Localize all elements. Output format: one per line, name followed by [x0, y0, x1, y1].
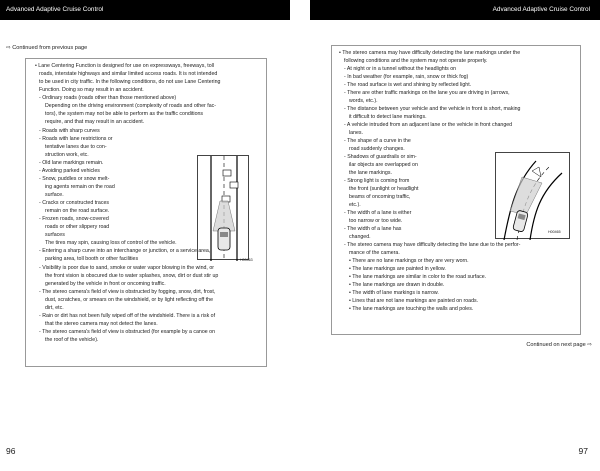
- right-line-1: • The stereo camera may have difficulty detecting the lane markings under the: [339, 50, 521, 56]
- right-line-8: - The distance between your vehicle and the vehicle in front is short, making: [344, 106, 521, 112]
- right-line-28: • The lane markings are painted in yellow.: [349, 266, 446, 272]
- right-line-22: too narrow or too wide.: [349, 218, 403, 224]
- left-line-6: Depending on the driving environment (complexity of roads and other fac-: [45, 103, 217, 109]
- right-line-5: - The road surface is wet and shining by reflected light.: [344, 82, 472, 88]
- right-line-14: - Shadows of guardrails or sim-: [344, 154, 417, 160]
- right-line-13: road suddenly changes.: [349, 146, 405, 152]
- curve-road-illustration: [496, 153, 571, 240]
- left-line-3: to be used in city traffic. In the following conditions, do not use Lane Centering: [39, 79, 221, 85]
- left-line-32: - Rain or dirt has not been fully wiped off of the windshield. There is a risk of: [39, 313, 216, 319]
- right-line-25: - The stereo camera may have difficulty detecting the lane due to the perfor-: [344, 242, 521, 248]
- continued-from-previous: ⇨ Continued from previous page: [6, 45, 88, 51]
- left-line-21: roads or other slippery road: [45, 224, 110, 230]
- continued-on-next-page: Continued on next page ⇨: [526, 342, 592, 348]
- right-line-33: • The lane markings are touching the walls and poles.: [349, 306, 474, 312]
- right-line-4: - In bad weather (for example, rain, snow or thick fog): [344, 74, 469, 80]
- right-line-15: ilar objects are overlapped on: [349, 162, 418, 168]
- right-line-29: • The lane markings are similar in color to the road surface.: [349, 274, 487, 280]
- left-line-12: struction work, etc.: [45, 152, 89, 158]
- left-line-2: roads, interstate highways and similar limited access roads. It is not intended: [39, 71, 218, 77]
- right-figure-label: H00465: [548, 230, 561, 234]
- left-line-19: remain on the road surface.: [45, 208, 110, 214]
- left-line-14: - Avoiding parked vehicles: [39, 168, 100, 174]
- left-figure-label: H00463: [240, 258, 253, 262]
- right-line-9: it difficult to detect lane markings.: [349, 114, 427, 120]
- left-line-5: - Ordinary roads (roads other than those mentioned above): [39, 95, 177, 101]
- left-line-25: parking area, toll booth or other facilities: [45, 256, 139, 262]
- right-line-2: following conditions and the system may not operate properly.: [344, 58, 488, 64]
- left-page-number: 96: [6, 446, 16, 456]
- right-line-23: - The width of a lane has: [344, 226, 402, 232]
- right-line-21: - The width of a lane is either: [344, 210, 412, 216]
- right-line-31: • The width of lane markings is narrow.: [349, 290, 439, 296]
- right-line-20: etc.).: [349, 202, 361, 208]
- left-line-30: dust, scratches, or smears on the windshield, or by light reflecting off the: [45, 297, 213, 303]
- right-line-18: the front (sunlight or headlight: [349, 186, 419, 192]
- left-line-29: - The stereo camera's field of view is obstructed by fogging, snow, dirt, frost,: [39, 289, 216, 295]
- right-line-16: the lane markings.: [349, 170, 392, 176]
- left-line-24: - Entering a sharp curve into an interchange or junction, or a service area,: [39, 248, 211, 254]
- right-line-10: - A vehicle intruded from an adjacent lane or the vehicle in front changed: [344, 122, 513, 128]
- left-line-8: require, and that may result in an accident.: [45, 119, 145, 125]
- left-line-13: - Old lane markings remain.: [39, 160, 104, 166]
- left-line-20: - Frozen roads, snow-covered: [39, 216, 109, 222]
- left-line-28: generated by the vehicle in front or oncoming traffic.: [45, 281, 166, 287]
- left-line-26: - Visibility is poor due to sand, smoke or water vapor blowing in the wind, or: [39, 265, 214, 271]
- left-line-17: surface.: [45, 192, 64, 198]
- left-page-header: Advanced Adaptive Cruise Control: [0, 0, 290, 20]
- left-line-23: The tires may spin, causing loss of control of the vehicle.: [45, 240, 177, 246]
- right-line-26: mance of the camera.: [349, 250, 400, 256]
- left-line-22: surfaces: [45, 232, 65, 238]
- right-line-6: - There are other traffic markings on the lane you are driving in (arrows,: [344, 90, 510, 96]
- left-line-10: - Roads with lane restrictions or: [39, 136, 113, 142]
- right-line-32: • Lines that are not lane markings are painted on roads.: [349, 298, 479, 304]
- left-line-9: - Roads with sharp curves: [39, 128, 100, 134]
- left-line-16: ing agents remain on the road: [45, 184, 115, 190]
- right-line-12: - The shape of a curve in the: [344, 138, 411, 144]
- left-line-11: tentative lanes due to con-: [45, 144, 107, 150]
- left-line-18: - Cracks or constructed traces: [39, 200, 110, 206]
- lane-restriction-figure: [197, 155, 249, 260]
- right-line-19: beams of oncoming traffic,: [349, 194, 411, 200]
- right-line-7: words, etc.).: [349, 98, 378, 104]
- right-line-30: • The lane markings are drawn in double.: [349, 282, 445, 288]
- left-line-33: that the stereo camera may not detect the lanes.: [45, 321, 158, 327]
- left-line-7: tors), the system may not be able to perform as the traffic conditions: [45, 111, 204, 117]
- left-line-31: dirt, etc.: [45, 305, 64, 311]
- right-line-24: changed.: [349, 234, 371, 240]
- left-line-34: - The stereo camera's field of view is obstructed (for example by a canoe on: [39, 329, 215, 335]
- left-line-27: the front vision is obscured due to water splashes, snow, dirt or dust stir up: [45, 273, 219, 279]
- right-line-27: • There are no lane markings or they are very worn.: [349, 258, 469, 264]
- left-line-35: the roof of the vehicle).: [45, 337, 99, 343]
- right-page-number: 97: [578, 446, 588, 456]
- right-line-11: lanes.: [349, 130, 364, 136]
- left-line-4: Function. Doing so may result in an accident.: [39, 87, 144, 93]
- left-line-15: - Snow, puddles or snow melt-: [39, 176, 110, 182]
- lane-restriction-illustration: [198, 156, 250, 261]
- curve-road-figure: [495, 152, 570, 239]
- right-page-header: Advanced Adaptive Cruise Control: [310, 0, 600, 20]
- left-line-1: • Lane Centering Function is designed for use on expressways, freeways, toll: [35, 63, 214, 69]
- right-line-3: - At night or in a tunnel without the headlights on: [344, 66, 457, 72]
- right-line-17: - Strong light is coming from: [344, 178, 410, 184]
